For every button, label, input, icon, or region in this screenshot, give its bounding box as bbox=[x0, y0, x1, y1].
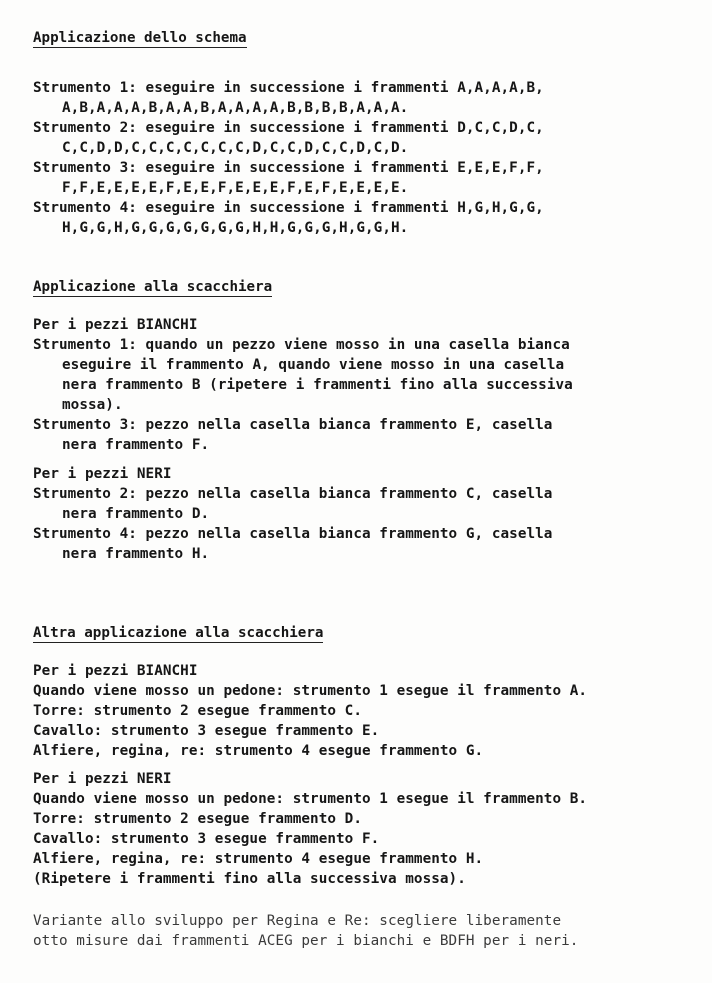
variant-line: Variante allo sviluppo per Regina e Re: scegliere liberamente bbox=[33, 913, 562, 929]
white-pieces-heading: Per i pezzi BIANCHI bbox=[33, 317, 198, 333]
black-pieces-heading: Per i pezzi NERI bbox=[33, 771, 172, 787]
schema-line: Strumento 1: eseguire in successione i frammenti A,A,A,A,B, bbox=[33, 80, 544, 96]
section-other-chessboard bbox=[33, 623, 703, 889]
schema-line: C,C,D,D,C,C,C,C,C,C,C,D,C,C,D,C,C,D,C,D. bbox=[62, 140, 409, 156]
rule-line: Strumento 3: pezzo nella casella bianca frammento E, casella bbox=[33, 417, 553, 433]
schema-line: H,G,G,H,G,G,G,G,G,G,G,H,H,G,G,G,H,G,G,H. bbox=[62, 220, 409, 236]
schema-line: Strumento 4: eseguire in successione i frammenti H,G,H,G,G, bbox=[33, 200, 544, 216]
section-schema bbox=[33, 28, 703, 238]
rule-line: (Ripetere i frammenti fino alla successiva mossa). bbox=[33, 871, 466, 887]
rule-line: nera frammento D. bbox=[62, 506, 210, 522]
rule-line: Cavallo: strumento 3 esegue frammento F. bbox=[33, 831, 380, 847]
rule-line: Cavallo: strumento 3 esegue frammento E. bbox=[33, 723, 380, 739]
rule-line: Strumento 4: pezzo nella casella bianca frammento G, casella bbox=[33, 526, 553, 542]
rule-line: Quando viene mosso un pedone: strumento 1 esegue il frammento A. bbox=[33, 683, 588, 699]
rule-line: Torre: strumento 2 esegue frammento D. bbox=[33, 811, 362, 827]
rule-line: nera frammento F. bbox=[62, 437, 210, 453]
section-chessboard bbox=[33, 277, 703, 564]
rule-line: Quando viene mosso un pedone: strumento 1 esegue il frammento B. bbox=[33, 791, 588, 807]
rule-line: eseguire il frammento A, quando viene mosso in una casella bbox=[62, 357, 565, 373]
section-title-chessboard: Applicazione alla scacchiera bbox=[33, 279, 273, 295]
schema-line: A,B,A,A,A,B,A,A,B,A,A,A,A,B,B,B,B,A,A,A. bbox=[62, 100, 409, 116]
white-pieces-heading: Per i pezzi BIANCHI bbox=[33, 663, 198, 679]
schema-line: F,F,E,E,E,E,F,E,E,F,E,E,E,F,E,F,E,E,E,E. bbox=[62, 180, 409, 196]
rule-line: Strumento 2: pezzo nella casella bianca frammento C, casella bbox=[33, 486, 553, 502]
section-title-other-chessboard: Altra applicazione alla scacchiera bbox=[33, 625, 324, 641]
variant-line: otto misure dai frammenti ACEG per i bianchi e BDFH per i neri. bbox=[33, 933, 579, 949]
black-pieces-heading: Per i pezzi NERI bbox=[33, 466, 172, 482]
rule-line: nera frammento H. bbox=[62, 546, 210, 562]
schema-line: Strumento 2: eseguire in successione i frammenti D,C,C,D,C, bbox=[33, 120, 544, 136]
rule-line: Alfiere, regina, re: strumento 4 esegue frammento G. bbox=[33, 743, 484, 759]
rule-line: Torre: strumento 2 esegue frammento C. bbox=[33, 703, 362, 719]
rule-line: nera frammento B (ripetere i frammenti fino alla successiva bbox=[62, 377, 573, 393]
variant-note bbox=[33, 911, 703, 951]
section-title-schema: Applicazione dello schema bbox=[33, 30, 247, 46]
rule-line: Strumento 1: quando un pezzo viene mosso in una casella bianca bbox=[33, 337, 570, 353]
schema-line: Strumento 3: eseguire in successione i frammenti E,E,E,F,F, bbox=[33, 160, 544, 176]
rule-line: Alfiere, regina, re: strumento 4 esegue frammento H. bbox=[33, 851, 484, 867]
rule-line: mossa). bbox=[62, 397, 123, 413]
